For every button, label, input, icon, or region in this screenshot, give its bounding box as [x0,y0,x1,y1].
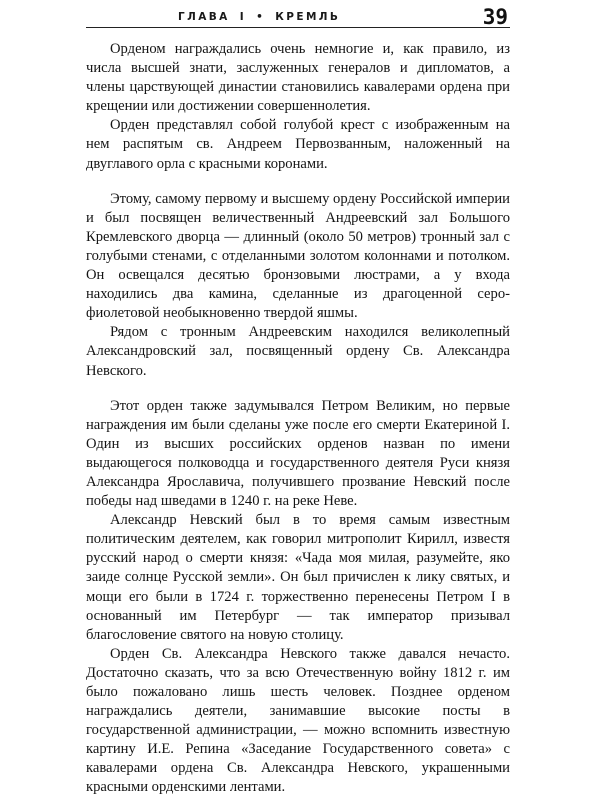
page-number: 39 [482,5,508,29]
chapter-number: I [239,11,247,23]
paragraph: Орден представлял собой голубой крест с изображенным на нем распятым св. Андреем Первозванным, наложенный на двуглавого орла с красными коронами. [86,117,510,172]
chapter-word: ГЛАВА [178,11,230,23]
paragraph: Рядом с тронным Андреевским находился великолепный Александровский зал, посвященный ордену Св. Александра Невского. [86,324,510,379]
chapter-title: КРЕМЛЬ [275,11,341,23]
header-separator: • [256,11,266,23]
running-head [176,11,342,23]
paragraph: Этому, самому первому и высшему ордену Российской империи и был посвящен величественный Андреевский зал Большого Кремлевского дворца — длинный (около 50 метров) тронный зал с голубыми стенами, с отделанными золотом колоннами и потолком. Он освещался десятью бронзовыми люстрами, а у входа находились два камина, сделанные из драгоценной серо-фиолетовой необыкновенно твердой яшмы. [86,190,510,322]
paragraph: Орден Св. Александра Невского также давался нечасто. Достаточно сказать, что за всю Отечественную войну 1812 г. им было пожаловано лишь шесть человек. Позднее орденом награждались деятели, занимавшие высокие посты в государственной администрации, — можно вспомнить известную картину И.Е. Репина «Заседание Государственного совета» с кавалерами ордена Св. Александра Невского, украшенными красными орденскими лентами. [86,645,510,796]
paragraph: Александр Невский был в то время самым известным политическим деятелем, как говорил митрополит Кирилл, известя русский народ о смерти князя: «Чада моя милая, разумейте, яко заиде солнце Русской земли». Он был причислен к лику святых, и мощи его были в 1724 г. торжественно перенесены Петром I в основанный им Петербург — так император призывал благословение святого на новую столицу. [86,512,510,643]
page-header [86,5,510,36]
paragraph: Этот орден также задумывался Петром Великим, но первые награждения им были сделаны уже после его смерти Екатериной I. Один из высших российских орденов назван по имени выдающегося полководца и государственного деятеля Руси князя Александра Ярославича, получившего прозвание Невский после победы над шведами в 1240 г. на реке Неве. [86,397,510,510]
body-text [86,40,510,798]
header-rule [86,27,510,28]
paragraph: Орденом награждались очень немногие и, как правило, из числа высшей знати, заслуженных генералов и дипломатов, а члены царствующей династии становились кавалерами ордена при крещении или достижении совершеннолетия. [86,41,510,115]
